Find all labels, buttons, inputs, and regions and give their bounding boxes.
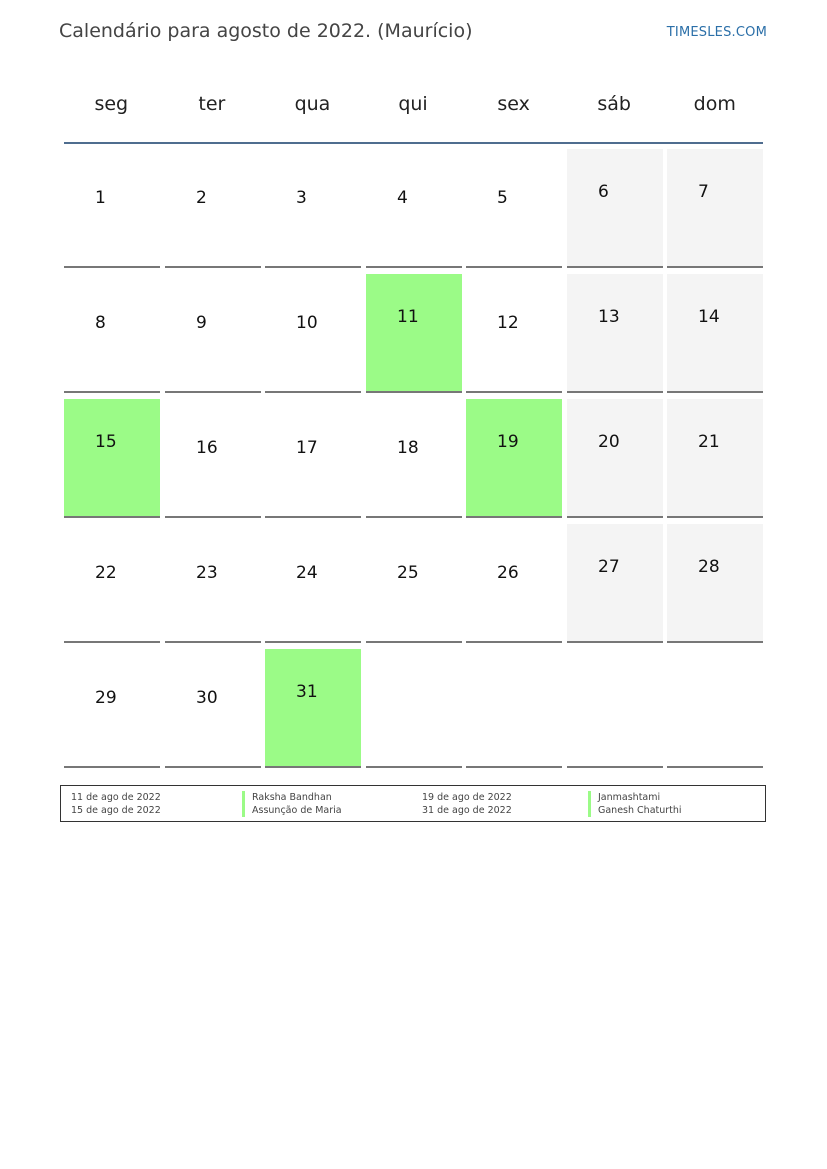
day-number: 11 — [397, 307, 419, 327]
day-number: 3 — [296, 188, 307, 208]
day-cell[interactable] — [567, 524, 663, 643]
empty-day-cell — [667, 649, 763, 768]
day-number: 12 — [497, 313, 519, 333]
day-number: 15 — [95, 432, 117, 452]
header-divider — [64, 142, 763, 144]
day-number: 23 — [196, 563, 218, 583]
day-cell[interactable] — [64, 524, 160, 643]
empty-day-cell — [466, 649, 562, 768]
day-number: 2 — [196, 188, 207, 208]
legend-date: 31 de ago de 2022 — [422, 805, 512, 816]
day-cell[interactable] — [667, 149, 763, 268]
weekday-label: qua — [294, 93, 331, 115]
day-cell[interactable] — [366, 149, 462, 268]
legend-dates-right — [422, 791, 512, 817]
day-number: 10 — [296, 313, 318, 333]
empty-day-cell — [567, 649, 663, 768]
day-number: 26 — [497, 563, 519, 583]
day-number: 17 — [296, 438, 318, 458]
day-number: 5 — [497, 188, 508, 208]
day-number: 31 — [296, 682, 318, 702]
weekday-label: dom — [693, 93, 736, 115]
day-cell[interactable] — [567, 274, 663, 393]
legend-holiday-name: Ganesh Chaturthi — [588, 804, 682, 817]
day-cell[interactable] — [667, 524, 763, 643]
day-cell[interactable] — [265, 524, 361, 643]
weekday-label: sex — [497, 93, 530, 115]
legend-date: 15 de ago de 2022 — [71, 805, 161, 816]
day-number: 28 — [698, 557, 720, 577]
day-number: 24 — [296, 563, 318, 583]
day-cell[interactable] — [466, 149, 562, 268]
day-number: 9 — [196, 313, 207, 333]
day-cell[interactable] — [466, 274, 562, 393]
legend-names-right — [588, 791, 682, 817]
day-cell[interactable] — [165, 649, 261, 768]
day-cell[interactable] — [265, 274, 361, 393]
day-cell[interactable] — [265, 399, 361, 518]
legend-date: 11 de ago de 2022 — [71, 792, 161, 803]
day-number: 18 — [397, 438, 419, 458]
day-number: 4 — [397, 188, 408, 208]
day-cell[interactable] — [366, 274, 462, 393]
day-cell[interactable] — [466, 524, 562, 643]
day-cell[interactable] — [64, 274, 160, 393]
weekday-header — [61, 88, 765, 120]
day-cell[interactable] — [64, 649, 160, 768]
weekday-label: sáb — [597, 93, 631, 115]
day-cell[interactable] — [165, 149, 261, 268]
day-number: 20 — [598, 432, 620, 452]
day-number: 13 — [598, 307, 620, 327]
day-number: 1 — [95, 188, 106, 208]
legend-holiday-name: Assunção de Maria — [242, 804, 342, 817]
day-cell[interactable] — [165, 399, 261, 518]
day-cell[interactable] — [165, 524, 261, 643]
weekday-label: seg — [94, 93, 129, 115]
page-title: Calendário para agosto de 2022. (Maurício) — [59, 20, 473, 42]
day-cell[interactable] — [667, 274, 763, 393]
legend-dates-left — [71, 791, 161, 817]
legend-holiday-name: Raksha Bandhan — [242, 791, 342, 804]
day-cell[interactable] — [64, 149, 160, 268]
weekday-label: ter — [198, 93, 226, 115]
day-cell[interactable] — [466, 399, 562, 518]
day-number: 8 — [95, 313, 106, 333]
day-number: 7 — [698, 182, 709, 202]
holiday-legend — [60, 785, 766, 822]
day-cell[interactable] — [366, 399, 462, 518]
day-cell[interactable] — [567, 149, 663, 268]
day-number: 16 — [196, 438, 218, 458]
day-number: 21 — [698, 432, 720, 452]
day-number: 22 — [95, 563, 117, 583]
legend-date: 19 de ago de 2022 — [422, 792, 512, 803]
weekday-label: qui — [398, 93, 428, 115]
day-number: 29 — [95, 688, 117, 708]
day-cell[interactable] — [64, 399, 160, 518]
day-cell[interactable] — [567, 399, 663, 518]
day-cell[interactable] — [265, 149, 361, 268]
day-cell[interactable] — [165, 274, 261, 393]
site-link[interactable]: TIMESLES.COM — [666, 25, 767, 40]
day-cell[interactable] — [667, 399, 763, 518]
day-cell[interactable] — [366, 524, 462, 643]
day-number: 19 — [497, 432, 519, 452]
day-number: 14 — [698, 307, 720, 327]
legend-holiday-name: Janmashtami — [588, 791, 682, 804]
legend-names-left — [242, 791, 342, 817]
empty-day-cell — [366, 649, 462, 768]
day-number: 6 — [598, 182, 609, 202]
day-number: 25 — [397, 563, 419, 583]
day-number: 30 — [196, 688, 218, 708]
day-cell[interactable] — [265, 649, 361, 768]
day-number: 27 — [598, 557, 620, 577]
